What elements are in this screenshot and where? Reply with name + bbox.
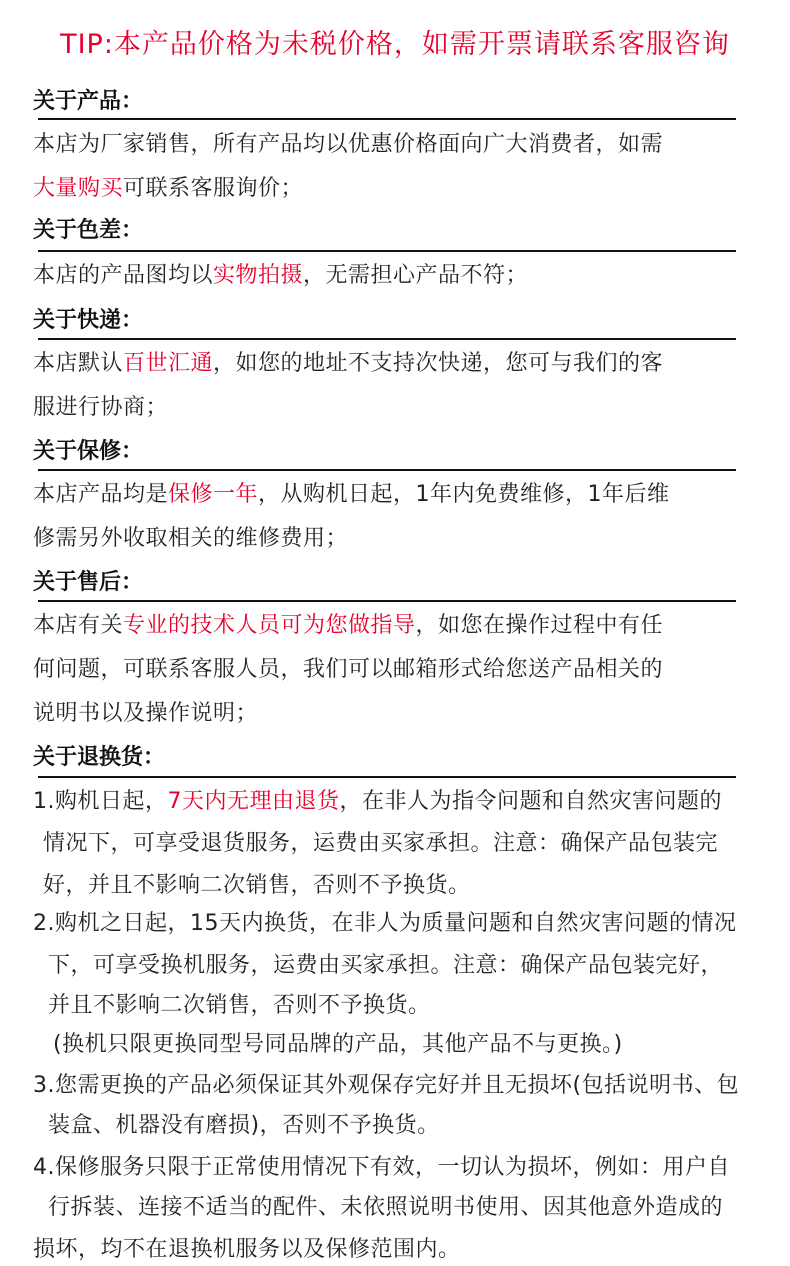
body-text: 装盒、机器没有磨损)，否则不予换货。	[48, 1113, 440, 1138]
text-line	[33, 127, 663, 158]
text-line	[33, 906, 737, 937]
body-text: (换机只限更换同型号同品牌的产品，其他产品不与更换。)	[53, 1032, 623, 1057]
tip-banner: TIP:本产品价格为未税价格，如需开票请联系客服咨询	[60, 29, 730, 60]
section-divider	[38, 469, 736, 471]
body-text: 2.购机之日起，15天内换货，在非人为质量问题和自然灾害问题的情况	[33, 911, 737, 936]
text-line	[43, 826, 718, 857]
highlight-text: 大量购买	[33, 176, 124, 201]
body-text: 本店默认	[33, 351, 124, 376]
text-line	[33, 1068, 739, 1099]
body-text: 3.您需更换的产品必须保证其外观保存完好并且无损坏(包括说明书、包	[33, 1073, 740, 1098]
body-text: 服进行协商；	[33, 395, 169, 420]
text-line	[33, 258, 528, 289]
section-heading: 关于快递：	[33, 308, 144, 333]
text-line	[33, 652, 663, 683]
body-text: 好，并且不影响二次销售，否则不予换货。	[43, 873, 471, 898]
text-line	[43, 868, 471, 899]
body-text: 本店的产品图均以	[33, 263, 214, 288]
section-heading: 关于产品：	[33, 89, 144, 114]
body-text: 本店为厂家销售，所有产品均以优惠价格面向广大消费者，如需	[33, 132, 664, 157]
section-divider	[38, 776, 736, 778]
text-line	[33, 390, 168, 421]
body-text: 本店产品均是	[33, 482, 169, 507]
body-text: 1.购机日起，	[33, 789, 168, 814]
text-line	[48, 1190, 723, 1221]
body-text: 何问题，可联系客服人员，我们可以邮箱形式给您送产品相关的	[33, 657, 664, 682]
body-text: ，从购机日起，1年内免费维修，1年后维	[258, 482, 670, 507]
section-heading: 关于售后：	[33, 570, 144, 595]
body-text: 说明书以及操作说明；	[33, 701, 259, 726]
highlight-text: 7天内无理由退货	[167, 789, 340, 814]
body-text: 行拆装、连接不适当的配件、未依照说明书使用、因其他意外造成的	[48, 1195, 724, 1220]
text-line	[33, 696, 258, 727]
section-heading: 关于保修：	[33, 439, 144, 464]
section-divider	[38, 250, 736, 252]
section-divider	[38, 338, 736, 340]
highlight-text: 专业的技术人员可为您做指导	[123, 613, 416, 638]
text-line	[33, 784, 722, 815]
body-text: ，如您在操作过程中有任	[415, 613, 664, 638]
body-text: 4.保修服务只限于正常使用情况下有效，一切认为损坏，例如：用户自	[33, 1155, 730, 1180]
body-text: 损坏，均不在退换机服务以及保修范围内。	[33, 1237, 461, 1262]
text-line	[33, 608, 663, 639]
text-line	[48, 948, 723, 979]
section-heading: 关于退换货：	[33, 745, 166, 770]
highlight-text: 实物拍摄	[213, 263, 304, 288]
body-text: 并且不影响二次销售，否则不予换货。	[48, 993, 431, 1018]
text-line	[33, 171, 303, 202]
body-text: ，如您的地址不支持次快递，您可与我们的客	[213, 351, 664, 376]
body-text: 可联系客服询价；	[123, 176, 304, 201]
body-text: 情况下，可享受退货服务，运费由买家承担。注意：确保产品包装完	[43, 831, 719, 856]
text-line	[48, 1108, 440, 1139]
text-line	[48, 988, 431, 1019]
body-text: 下，可享受换机服务，运费由买家承担。注意：确保产品包装完好，	[48, 953, 724, 978]
text-line	[33, 1232, 461, 1263]
text-line	[33, 346, 663, 377]
body-text: 本店有关	[33, 613, 124, 638]
body-text: ，在非人为指令问题和自然灾害问题的	[339, 789, 723, 814]
text-line	[33, 521, 348, 552]
section-divider	[38, 118, 736, 120]
body-text: 修需另外收取相关的维修费用；	[33, 526, 349, 551]
highlight-text: 百世汇通	[123, 351, 214, 376]
section-heading: 关于色差：	[33, 218, 144, 243]
text-line	[53, 1027, 623, 1058]
text-line	[33, 477, 670, 508]
text-line	[33, 1150, 730, 1181]
section-divider	[38, 600, 736, 602]
highlight-text: 保修一年	[168, 482, 259, 507]
body-text: ，无需担心产品不符；	[303, 263, 529, 288]
